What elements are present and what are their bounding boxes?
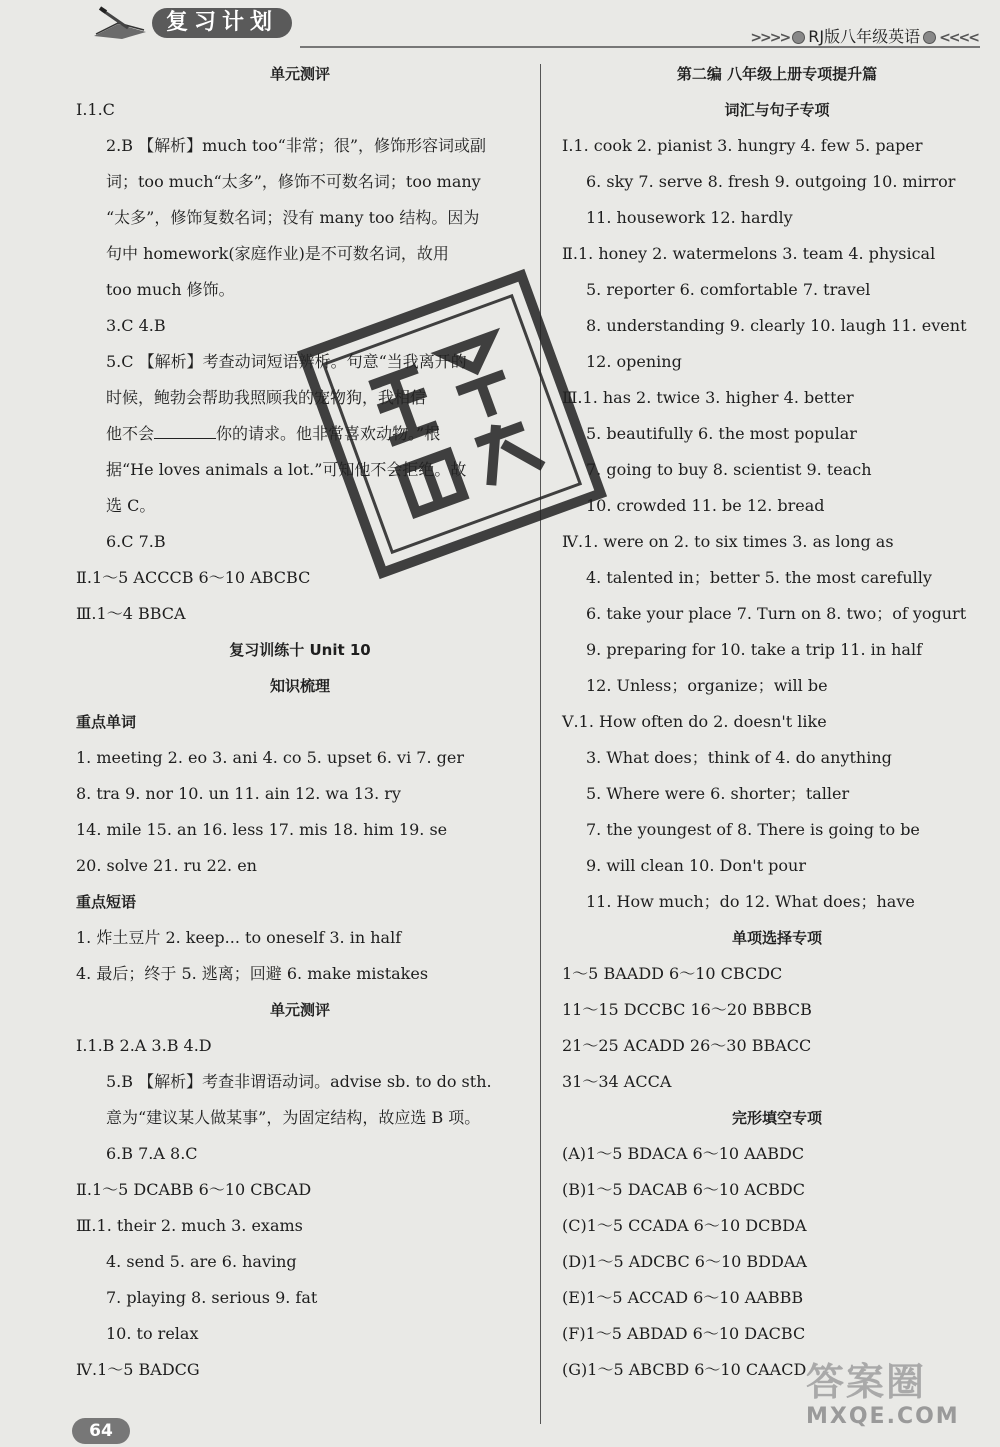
answer-line: Ⅴ.1. How often do 2. doesn't like xyxy=(562,712,827,731)
answer-line: 句中 homework(家庭作业)是不可数名词，故用 xyxy=(106,244,449,263)
answer-text: 他不会 xyxy=(106,424,155,443)
answer-line: 7. the youngest of 8. There is going to be xyxy=(586,820,920,839)
answer-line: 1. 炸土豆片 2. keep... to oneself 3. in half xyxy=(76,928,402,947)
site-watermark xyxy=(806,1360,986,1440)
answer-line: Ⅱ.1. honey 2. watermelons 3. team 4. physical xyxy=(562,244,936,263)
answer-line: (E)1～5 ACCAD 6～10 AABBB xyxy=(562,1288,804,1307)
answer-line: 5.C 【解析】考查动词短语辨析。句意“当我离开的 xyxy=(106,352,467,371)
section-heading: 单元测评 xyxy=(269,1001,330,1019)
answer-line: 词；too much“太多”，修饰不可数名词；too many xyxy=(106,172,481,191)
answer-line: 2.B 【解析】much too“非常；很”，修饰形容词或副 xyxy=(106,136,486,155)
answer-line: Ⅰ.1.B 2.A 3.B 4.D xyxy=(76,1036,212,1055)
answer-line: 20. solve 21. ru 22. en xyxy=(76,856,257,875)
watermark-url: MXQE.COM xyxy=(806,1404,960,1429)
answer-line: 据“He loves animals a lot.”可知他不会拒绝。故 xyxy=(106,460,467,479)
answer-line: 9. will clean 10. Don't pour xyxy=(586,856,806,875)
bullet-icon xyxy=(923,31,936,44)
answer-line: 11～15 DCCBC 16～20 BBBCB xyxy=(562,1000,812,1019)
answer-line: (G)1～5 ABCBD 6～10 CAACD xyxy=(562,1360,807,1379)
logo-title: 复习计划 xyxy=(152,8,292,38)
fill-blank xyxy=(154,420,216,439)
answer-line: (C)1～5 CCADA 6～10 DCBDA xyxy=(562,1216,807,1235)
series-text: RJ版八年级英语 xyxy=(808,27,921,46)
answer-line: 1. meeting 2. eo 3. ani 4. co 5. upset 6. vi 7. ger xyxy=(76,748,465,767)
part-heading: 第二编 八年级上册专项提升篇 xyxy=(676,65,878,83)
answer-line: 4. 最后；终于 5. 逃离；回避 6. make mistakes xyxy=(76,964,429,983)
section-heading: 完形填空专项 xyxy=(731,1109,822,1127)
answer-line: 5.B 【解析】考查非谓语动词。advise sb. to do sth. xyxy=(106,1072,492,1091)
answer-line: Ⅲ.1. has 2. twice 3. higher 4. better xyxy=(562,388,854,407)
bullet-icon xyxy=(792,31,805,44)
page-header xyxy=(0,0,1000,56)
arrows-left-icon: <<<< xyxy=(939,30,978,46)
answer-line: 12. Unless；organize；will be xyxy=(586,676,828,695)
answer-line: 14. mile 15. an 16. less 17. mis 18. him 19. se xyxy=(76,820,448,839)
answer-line: 31～34 ACCA xyxy=(562,1072,672,1091)
book-logo xyxy=(88,6,328,40)
answer-line: (B)1～5 DACAB 6～10 ACBDC xyxy=(562,1180,805,1199)
answer-line: 6.C 7.B xyxy=(106,532,166,551)
column-divider xyxy=(540,64,541,1424)
answer-line: 11. housework 12. hardly xyxy=(586,208,793,227)
book-pen-icon xyxy=(88,6,152,40)
answer-line: 10. crowded 11. be 12. bread xyxy=(586,496,825,515)
answer-line: 21～25 ACADD 26～30 BBACC xyxy=(562,1036,812,1055)
answer-line: 9. preparing for 10. take a trip 11. in half xyxy=(586,640,922,659)
answer-line: 意为“建议某人做某事”，为固定结构，故应选 B 项。 xyxy=(106,1108,481,1127)
section-heading: 单项选择专项 xyxy=(731,929,822,947)
answer-line: Ⅳ.1. were on 2. to six times 3. as long as xyxy=(562,532,894,551)
answer-line: Ⅰ.1. cook 2. pianist 3. hungry 4. few 5. paper xyxy=(562,136,923,155)
answer-line: Ⅲ.1. their 2. much 3. exams xyxy=(76,1216,303,1235)
answer-line: “太多”，修饰复数名词；没有 many too 结构。因为 xyxy=(106,208,480,227)
answer-line: 6. take your place 7. Turn on 8. two；of yogurt xyxy=(586,604,967,623)
answer-text: 你的请求。他非常喜欢动物。”根 xyxy=(216,424,441,443)
answer-line: Ⅱ.1～5 DCABB 6～10 CBCAD xyxy=(76,1180,312,1199)
watermark-title: 答案圈 xyxy=(806,1360,927,1404)
section-heading: 词汇与句子专项 xyxy=(724,101,830,119)
answer-line: 4. send 5. are 6. having xyxy=(106,1252,297,1271)
answer-line: (A)1～5 BDACA 6～10 AABDC xyxy=(562,1144,805,1163)
answer-line: (F)1～5 ABDAD 6～10 DACBC xyxy=(562,1324,806,1343)
arrows-right-icon: >>>> xyxy=(750,30,790,46)
answer-line: Ⅰ.1.C xyxy=(76,100,115,119)
section-heading: 单元测评 xyxy=(269,65,330,83)
page-number: 64 xyxy=(72,1418,130,1444)
answer-line: Ⅱ.1～5 ACCCB 6～10 ABCBC xyxy=(76,568,311,587)
answer-line: 3.C 4.B xyxy=(106,316,166,335)
section-heading: 复习训练十 Unit 10 xyxy=(229,641,371,659)
answer-line: 选 C。 xyxy=(106,496,156,515)
answer-line: 6. sky 7. serve 8. fresh 9. outgoing 10. mirror xyxy=(586,172,956,191)
answer-line: 7. playing 8. serious 9. fat xyxy=(106,1288,318,1307)
answer-line: (D)1～5 ADCBC 6～10 BDDAA xyxy=(562,1252,807,1271)
answer-line: 8. understanding 9. clearly 10. laugh 11. event xyxy=(586,316,967,335)
answer-line: 4. talented in；better 5. the most carefully xyxy=(586,568,932,587)
answer-line: 5. beautifully 6. the most popular xyxy=(586,424,857,443)
subsection-heading: 重点单词 xyxy=(76,713,137,731)
answer-line: Ⅲ.1～4 BBCA xyxy=(76,604,186,623)
answer-line: 时候，鲍勃会帮助我照顾我的宠物狗，我相信 xyxy=(106,388,427,407)
answer-line: Ⅳ.1～5 BADCG xyxy=(76,1360,200,1379)
answer-line: 5. Where were 6. shorter；taller xyxy=(586,784,850,803)
answer-line: 10. to relax xyxy=(106,1324,199,1343)
subsection-heading: 重点短语 xyxy=(76,893,137,911)
section-heading: 知识梳理 xyxy=(269,677,330,695)
answer-line: too much 修饰。 xyxy=(106,280,235,299)
answer-line: 12. opening xyxy=(586,352,682,371)
answer-line: 3. What does；think of 4. do anything xyxy=(586,748,892,767)
answer-line: 11. How much；do 12. What does；have xyxy=(586,892,915,911)
answer-line: 8. tra 9. nor 10. un 11. ain 12. wa 13. ry xyxy=(76,784,401,803)
answer-line: 1～5 BAADD 6～10 CBCDC xyxy=(562,964,783,983)
answer-line: 7. going to buy 8. scientist 9. teach xyxy=(586,460,872,479)
book-series-label xyxy=(750,24,978,47)
answer-line: 6.B 7.A 8.C xyxy=(106,1144,198,1163)
answer-line: 5. reporter 6. comfortable 7. travel xyxy=(586,280,871,299)
